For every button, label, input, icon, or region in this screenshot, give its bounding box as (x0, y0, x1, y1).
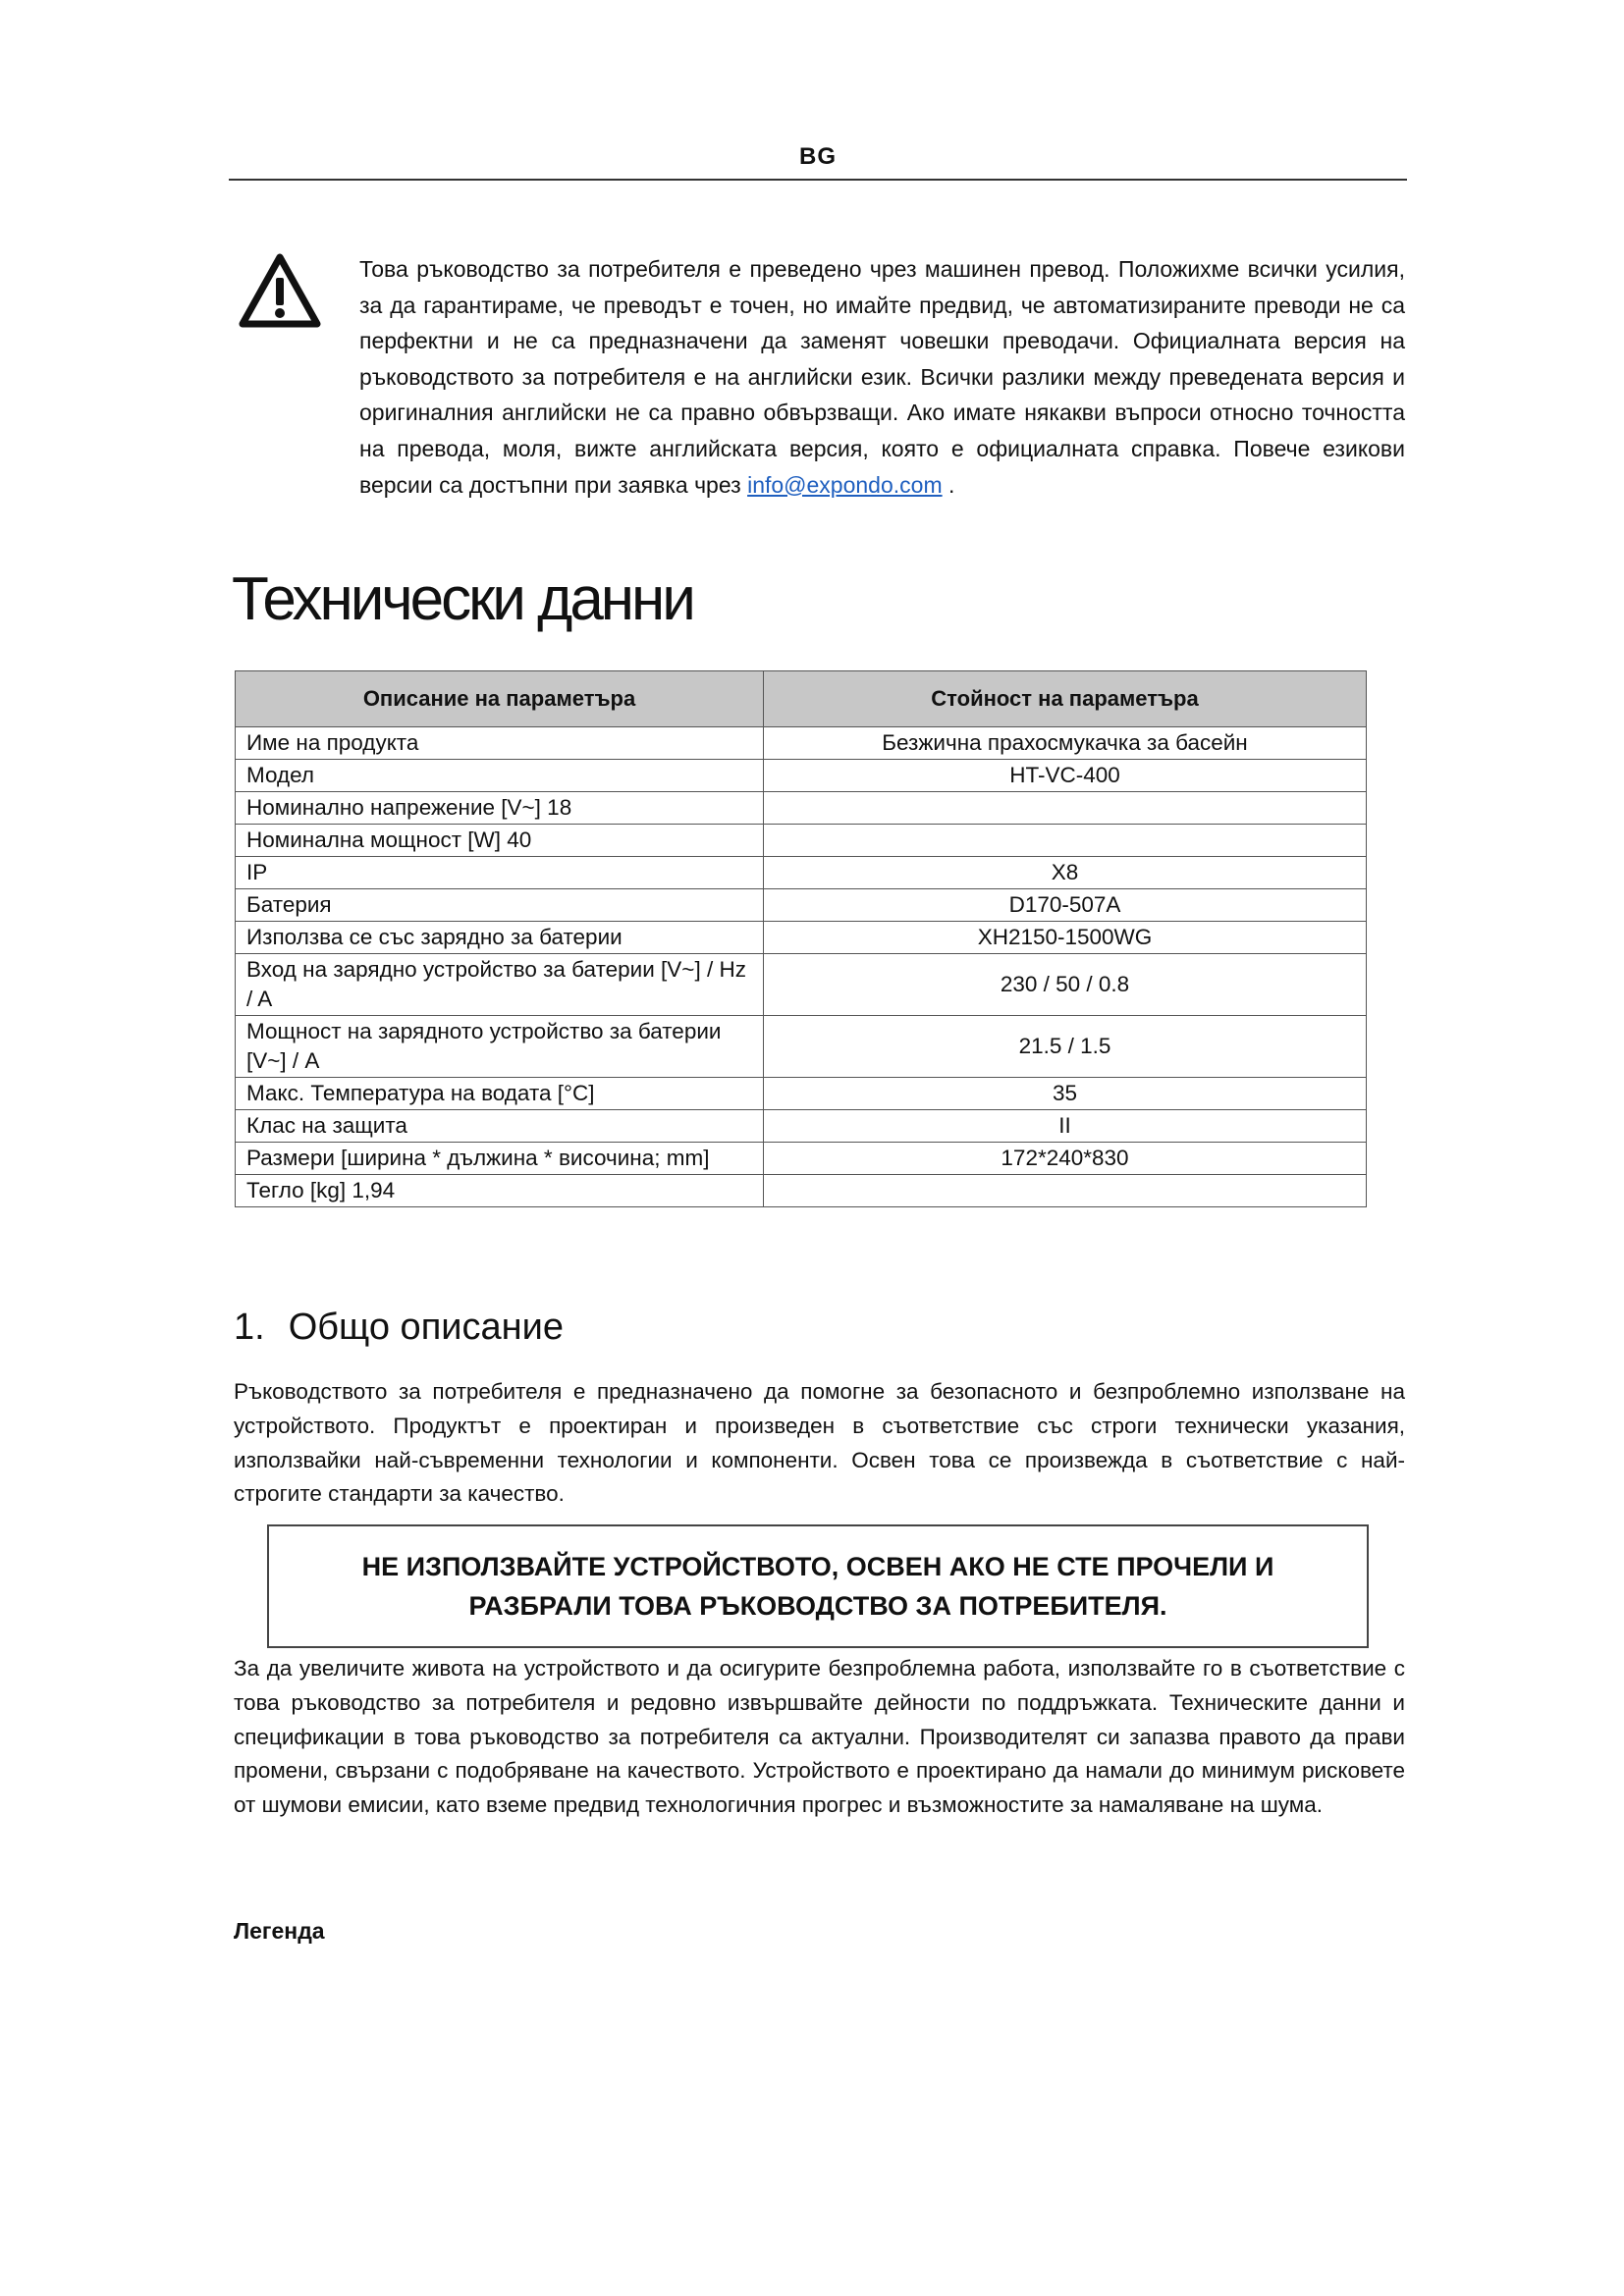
email-link[interactable]: info@expondo.com (747, 471, 943, 498)
parameter-cell: Вход на зарядно устройство за батерии [V~] / Hz / A (236, 954, 764, 1016)
parameter-cell: Модел (236, 760, 764, 792)
value-cell (764, 792, 1367, 825)
header-rule (229, 179, 1407, 181)
value-cell: D170-507A (764, 889, 1367, 922)
value-cell: 21.5 / 1.5 (764, 1016, 1367, 1078)
parameter-cell: Мощност на зарядното устройство за батерии [V~] / A (236, 1016, 764, 1078)
parameter-cell: IP (236, 857, 764, 889)
general-description-heading (234, 1307, 564, 1349)
section-number: 1. (234, 1307, 265, 1348)
notice-trailing: . (942, 471, 955, 498)
technical-data-title: Технически данни (232, 565, 693, 633)
table-row (236, 1016, 1367, 1078)
intro-paragraph: Ръководството за потребителя е предназначено да помогне за безопасното и безпроблемно използване на устройството. Продуктът е проектиран и произведен в съответствие със строги технически указания, използвайки най-съвременни технологии и компоненти. Освен това се произвежда в съответствие с най-строгите стандарти за качество. (234, 1379, 1405, 1507)
spec-table-header (236, 671, 1367, 727)
parameter-cell: Батерия (236, 889, 764, 922)
table-row (236, 1078, 1367, 1110)
parameter-cell: Клас на защита (236, 1110, 764, 1143)
value-cell (764, 825, 1367, 857)
table-row (236, 889, 1367, 922)
table-row (236, 825, 1367, 857)
value-cell: HT-VC-400 (764, 760, 1367, 792)
section-title: Общо описание (288, 1307, 564, 1348)
value-cell: X8 (764, 857, 1367, 889)
translation-notice (359, 251, 1405, 503)
value-cell: Безжична прахосмукачка за басейн (764, 727, 1367, 760)
language-header: BG (799, 143, 837, 170)
table-row (236, 1110, 1367, 1143)
parameter-cell: Номинална мощност [W] 40 (236, 825, 764, 857)
parameter-cell: Макс. Температура на водата [°C] (236, 1078, 764, 1110)
value-cell: 35 (764, 1078, 1367, 1110)
parameter-cell: Използва се със зарядно за батерии (236, 922, 764, 954)
column-header-parameter: Описание на параметъра (236, 671, 764, 727)
value-cell (764, 1175, 1367, 1207)
table-row (236, 857, 1367, 889)
table-row (236, 922, 1367, 954)
table-row (236, 1143, 1367, 1175)
parameter-cell: Номинално напрежение [V~] 18 (236, 792, 764, 825)
parameter-cell: Име на продукта (236, 727, 764, 760)
table-row (236, 954, 1367, 1016)
table-row (236, 727, 1367, 760)
parameter-cell: Тегло [kg] 1,94 (236, 1175, 764, 1207)
table-row (236, 792, 1367, 825)
value-cell: II (764, 1110, 1367, 1143)
parameter-cell: Размери [ширина * дължина * височина; mm] (236, 1143, 764, 1175)
value-cell: 172*240*830 (764, 1143, 1367, 1175)
value-cell: 230 / 50 / 0.8 (764, 954, 1367, 1016)
table-row (236, 760, 1367, 792)
warning-callout: НЕ ИЗПОЛЗВАЙТЕ УСТРОЙСТВОТО, ОСВЕН АКО НЕ СТЕ ПРОЧЕЛИ И РАЗБРАЛИ ТОВА РЪКОВОДСТВО ЗА ПОТРЕБИТЕЛЯ. (267, 1524, 1369, 1648)
column-header-value: Стойност на параметъра (764, 671, 1367, 727)
warning-icon (239, 252, 321, 329)
table-row (236, 1175, 1367, 1207)
legend-title: Легенда (234, 1918, 325, 1944)
notice-text: Това ръководство за потребителя е преведено чрез машинен превод. Положихме всички усилия, за да гарантираме, че преводът е точен, но имайте предвид, че автоматизираните преводи не са перфектни и не са предназначени да заменят човешки преводачи. Официалната версия на ръководството за потребителя е на английски език. Всички разлики между преведената версия и оригиналния английски не са правно обвързващи. Ако имате някакви въпроси относно точността на превода, моля, вижте английската версия, която е официалната справка. Повече езикови версии са достъпни при заявка чрез (359, 256, 1405, 498)
value-cell: XH2150-1500WG (764, 922, 1367, 954)
usage-paragraph: За да увеличите живота на устройството и да осигурите безпроблемна работа, използвайте го в съответствие с това ръководство за потребителя и редовно извършвайте дейности по поддръжката. Техническите данни и спецификации в това ръководство за потребителя са актуални. Производителят си запазва правото да прави промени, свързани с подобряване на качеството. Устройството е проектирано да намали до минимум рисковете от шумови емисии, като вземе предвид технологичния прогрес и възможностите за намаляване на шума. (234, 1656, 1405, 1818)
spec-table (235, 670, 1367, 1207)
